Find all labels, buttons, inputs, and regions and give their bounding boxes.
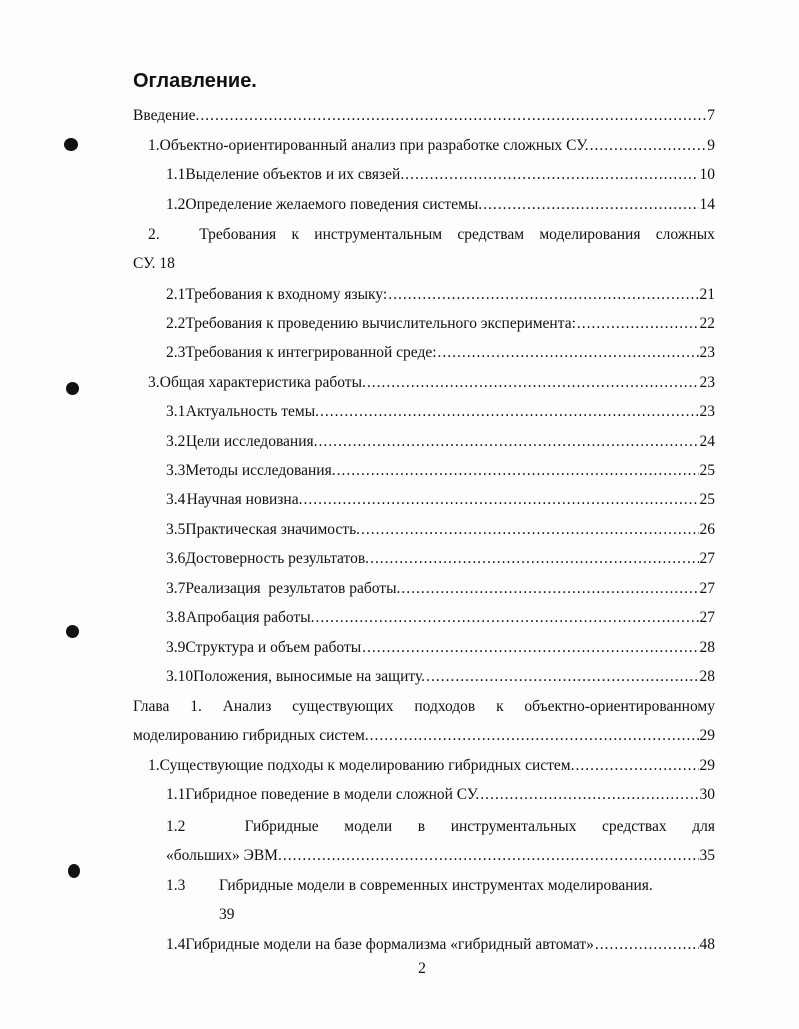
toc-entry-label: Практическая значимость.	[185, 521, 361, 538]
toc-entry-page: 48	[699, 936, 715, 953]
toc-leader	[370, 727, 699, 745]
toc-entry-page: 28	[699, 668, 715, 685]
toc-word: 1.	[190, 698, 202, 715]
toc-entry-label: «больших» ЭВМ.	[166, 847, 282, 864]
toc-entry-line2[interactable]	[166, 847, 715, 865]
toc-entry[interactable]	[166, 639, 715, 657]
toc-entry-label: Достоверность результатов.	[185, 550, 370, 567]
toc-leader	[303, 491, 698, 509]
toc-word: Глава	[133, 698, 170, 715]
toc-entry-page: 10	[699, 166, 715, 183]
toc-entry-page: 30	[699, 786, 715, 803]
toc-entry-page: 14	[699, 196, 715, 213]
toc-entry-page: 23	[699, 374, 715, 391]
toc-word: модели	[344, 818, 393, 835]
toc-leader	[337, 462, 699, 480]
toc-entry-number: 2.2	[166, 315, 186, 332]
toc-entry[interactable]	[166, 344, 715, 362]
toc-leader	[361, 521, 698, 539]
toc-leader	[370, 550, 698, 568]
toc-entry-label: Научная новизна.	[186, 491, 303, 508]
toc-entry-page: 27	[699, 609, 715, 626]
toc-entry-number: 2.	[148, 226, 160, 243]
toc-leader	[283, 847, 699, 865]
toc-entry[interactable]	[148, 137, 715, 155]
toc-entry[interactable]	[166, 433, 715, 451]
toc-entry-label: Введение.	[133, 107, 200, 124]
toc-entry-line1[interactable]	[166, 818, 715, 836]
toc-entry-label: Актуальность темы.	[185, 403, 320, 420]
toc-entry-number: 3.5	[166, 521, 186, 538]
toc-entry-page: 39	[219, 906, 235, 923]
toc-leader	[388, 286, 698, 304]
toc-entry-page: 22	[699, 315, 715, 332]
toc-word: подходов	[414, 698, 476, 715]
toc-leader	[405, 166, 698, 184]
toc-entry-label: Реализация результатов работы.	[185, 580, 401, 597]
toc-entry[interactable]	[166, 936, 715, 954]
toc-entry-number: 3.6	[166, 550, 186, 567]
toc-leader	[575, 757, 698, 775]
toc-leader	[316, 609, 699, 627]
toc-entry-number: 2.3	[166, 344, 186, 361]
toc-word: Анализ	[222, 698, 272, 715]
toc-entry-label: Гибридные модели на базе формализма «гибридный автомат»	[185, 936, 594, 953]
toc-word: к	[291, 226, 299, 243]
toc-entry-number: 3.10	[166, 668, 194, 685]
toc-entry-number: 1.	[148, 757, 160, 774]
toc-word: моделирования	[539, 226, 641, 243]
toc-leader	[401, 580, 698, 598]
toc-entry-number: 2.1	[166, 286, 186, 303]
toc-entry-page: 35	[699, 847, 715, 864]
toc-entry[interactable]	[166, 580, 715, 598]
toc-entry-label: Общая характеристика работы.	[159, 374, 366, 391]
toc-entry-label: Определение желаемого поведения системы.	[185, 196, 483, 213]
toc-word: инструментальных	[450, 818, 577, 835]
toc-entry-label: Объектно-ориентированный анализ при разработке сложных СУ.	[159, 137, 589, 154]
toc-entry-line1[interactable]	[166, 877, 715, 895]
toc-entry-page: 29	[699, 757, 715, 774]
toc-entry-number: 3.9	[166, 639, 186, 656]
toc-word: существующих	[292, 698, 394, 715]
toc-leader	[426, 668, 698, 686]
toc-entry-number: 1.1	[166, 786, 186, 803]
toc-entry-number: 3.7	[166, 580, 186, 597]
binder-hole-mark	[66, 625, 79, 638]
toc-word: объектно-ориентированному	[524, 698, 715, 715]
toc-entry[interactable]	[148, 374, 715, 392]
toc-entry[interactable]	[166, 521, 715, 539]
toc-entry[interactable]	[166, 315, 715, 333]
toc-entry-label: Выделение объектов и их связей.	[185, 166, 405, 183]
toc-leader	[319, 433, 699, 451]
toc-entry-label: Гибридные модели в современных инструментах моделирования.	[219, 877, 653, 894]
toc-entry-label: Структура и объем работы	[185, 639, 362, 656]
toc-entry-number: 3.2	[166, 433, 186, 450]
toc-word: для	[692, 818, 715, 835]
toc-leader	[483, 196, 698, 214]
toc-leader	[595, 936, 699, 954]
toc-entry-page: 25	[699, 491, 715, 508]
toc-entry-label: Методы исследования.	[185, 462, 336, 479]
toc-leader	[320, 403, 698, 421]
toc-entry-number: 1.4	[166, 936, 186, 953]
toc-entry-page: 27	[699, 550, 715, 567]
toc-entry-page: 23	[699, 344, 715, 361]
toc-entry[interactable]	[166, 166, 715, 184]
toc-entry-number: 3.4	[166, 491, 186, 508]
toc-word: к	[496, 698, 504, 715]
toc-entry-number: 3.1	[166, 403, 186, 420]
toc-leader	[480, 786, 698, 804]
toc-entry-page: 26	[699, 521, 715, 538]
toc-entry-label: моделированию гибридных систем.	[133, 727, 369, 744]
toc-entry[interactable]	[166, 403, 715, 421]
toc-entry-line2[interactable]	[133, 255, 175, 273]
toc-entry[interactable]	[166, 609, 715, 627]
binder-hole-mark	[68, 864, 80, 878]
toc-entry-label: Требования к проведению вычислительного эксперимента:	[185, 315, 576, 332]
toc-entry-page: 21	[699, 286, 715, 303]
toc-entry-label: Гибридное поведение в модели сложной СУ.	[185, 786, 480, 803]
toc-entry[interactable]	[166, 550, 715, 568]
toc-leader	[367, 374, 699, 392]
toc-entry-label: СУ. 18	[133, 255, 175, 272]
toc-word: инструментальным	[314, 226, 443, 243]
toc-word: сложных	[655, 226, 715, 243]
toc-entry[interactable]	[133, 107, 715, 125]
toc-entry-page: 27	[699, 580, 715, 597]
toc-entry-label: Требования к интегрированной среде:	[185, 344, 437, 361]
toc-chapter-line2[interactable]	[133, 727, 715, 745]
toc-entry-line1[interactable]	[148, 226, 715, 244]
toc-chapter-line1[interactable]	[133, 698, 715, 716]
toc-leader	[438, 344, 699, 362]
toc-entry-label: Положения, выносимые на защиту.	[193, 668, 426, 685]
toc-entry-number: 1.	[148, 137, 160, 154]
toc-word: средствах	[602, 818, 667, 835]
toc-word: средствам	[457, 226, 525, 243]
toc-entry[interactable]	[166, 462, 715, 480]
toc-word: в	[417, 818, 426, 835]
toc-word: Требования	[199, 226, 277, 243]
toc-entry-number: 3.3	[166, 462, 186, 479]
toc-entry-page: 24	[699, 433, 715, 450]
toc-entry-page: 25	[699, 462, 715, 479]
toc-leader	[590, 137, 707, 155]
toc-entry-line2[interactable]	[219, 906, 235, 924]
toc-word: Гибридные	[244, 818, 319, 835]
toc-entry-number: 1.1	[166, 166, 186, 183]
toc-entry-number: 1.3	[166, 877, 186, 894]
toc-entry[interactable]	[166, 668, 715, 686]
toc-entry-page: 7	[707, 107, 715, 124]
toc-entry-label: Апробация работы.	[186, 609, 315, 626]
toc-leader	[200, 107, 706, 125]
toc-entry-label: Существующие подходы к моделированию гибридных систем.	[159, 757, 575, 774]
toc-entry-number: 3.8	[166, 609, 186, 626]
toc-leader	[577, 315, 699, 333]
toc-entry[interactable]	[166, 786, 715, 804]
toc-entry-page: 9	[707, 137, 715, 154]
toc-entry-number: 1.2	[166, 818, 186, 835]
toc-entry-number: 3.	[148, 374, 160, 391]
toc-entry-page: 28	[699, 639, 715, 656]
toc-leader	[362, 639, 698, 657]
toc-entry-number: 1.2	[166, 196, 186, 213]
page-number: 2	[418, 960, 426, 977]
toc-entry[interactable]	[148, 757, 715, 775]
toc-entry-page: 29	[699, 727, 715, 744]
toc-entry-label: Требования к входному языку:	[185, 286, 388, 303]
toc-entry[interactable]	[166, 491, 715, 509]
binder-hole-mark	[66, 382, 79, 395]
toc-entry-label: Цели исследования.	[185, 433, 318, 450]
toc-entry-page: 23	[699, 403, 715, 420]
toc-entry[interactable]	[166, 286, 715, 304]
toc-entry[interactable]	[166, 196, 715, 214]
binder-hole-mark	[64, 138, 78, 151]
toc-title: Оглавление.	[133, 70, 257, 92]
